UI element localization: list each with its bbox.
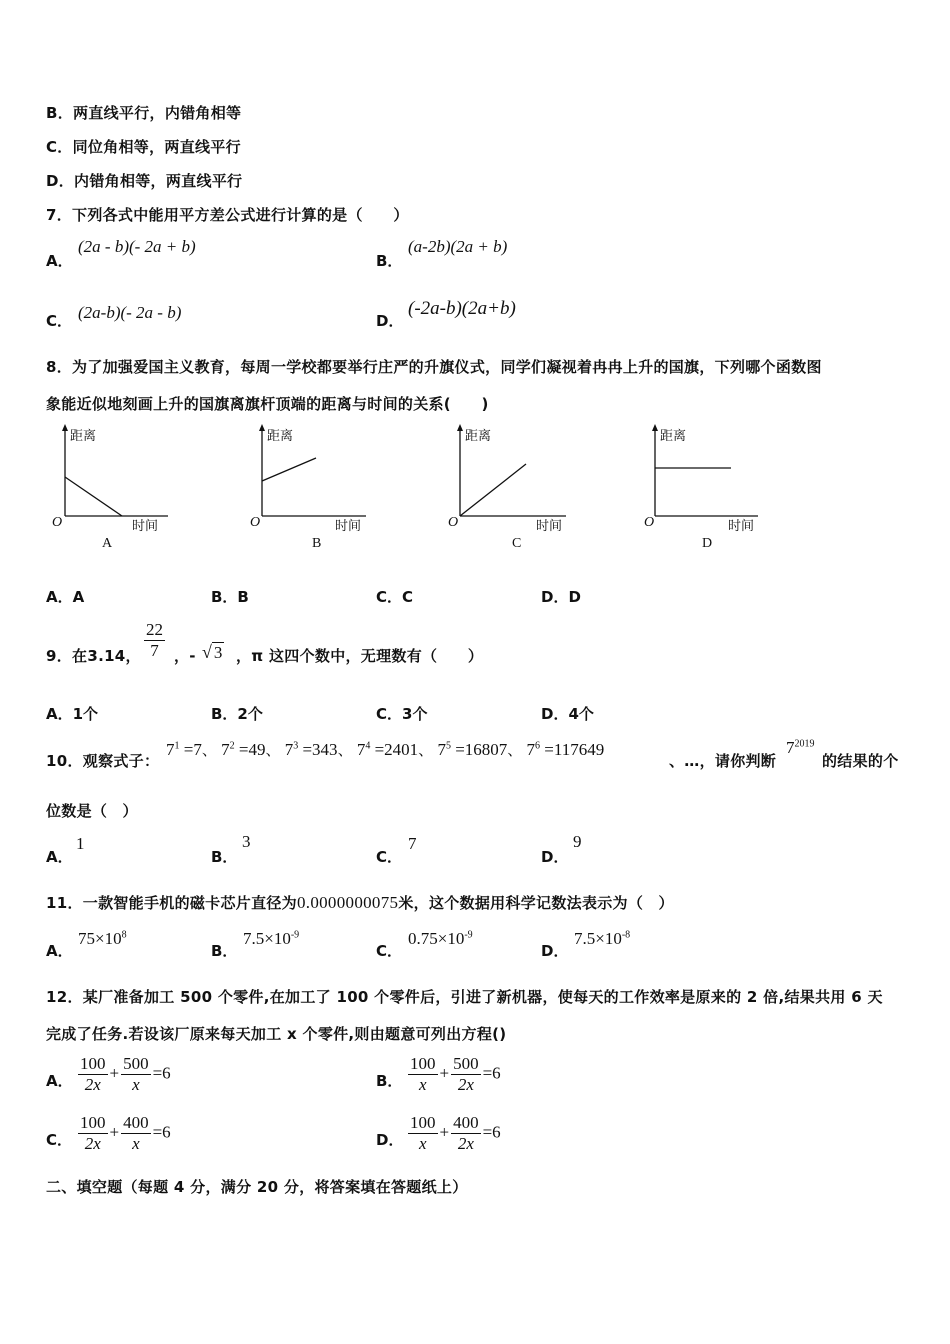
q7-option-b-expr: (a-2b)(2a + b) <box>408 237 508 256</box>
q7-option-d-expr: (-2a-b)(2a+b) <box>408 298 516 319</box>
graph-d-xlabel: 时间 <box>728 519 755 534</box>
q10-term-4: $7^4 =2401$ <box>356 740 419 759</box>
q12-stem-line1: 12．某厂准备加工 500 个零件,在加工了 100 个零件后，引进了新机器，使每天的工作效率是原来的 2 倍,结果共用 6 天 <box>46 988 883 1006</box>
graph-c-line <box>460 464 526 516</box>
section-2-heading: 二、填空题（每题 4 分，满分 20 分，将答案填在答题纸上） <box>46 1178 468 1196</box>
q12-option-d-equation: $\frac{100}{x}$ + $\frac{400}{2x}$ =6 <box>410 1113 501 1153</box>
q8-option-b: B．B <box>211 588 249 606</box>
graph-c-origin: O <box>448 515 459 530</box>
graph-a-ylabel: 距离 <box>70 429 97 444</box>
q9-mid: ，- <box>174 647 196 665</box>
q9-option-a: A．1个 <box>46 705 99 723</box>
q11-stem <box>46 892 674 913</box>
q9-suffix: ，π 这四个数中，无理数有（ ） <box>236 647 484 665</box>
q12-option-d-label: D． <box>376 1131 404 1149</box>
q12-option-b-label: B． <box>376 1072 403 1090</box>
q11-option-a-label: A． <box>46 942 73 960</box>
q11-option-c-label: C． <box>376 942 403 960</box>
q7-option-c-expr: (2a-b)(- 2a - b) <box>78 303 182 322</box>
q10-option-b-label: B． <box>211 848 238 866</box>
q12-option-a-equation: $\frac{100}{2x}$ + $\frac{500}{x}$ =6 <box>80 1054 171 1094</box>
graph-a-line <box>65 477 122 516</box>
graph-d-caption: D <box>702 536 713 551</box>
q8-option-d: D．D <box>541 588 581 606</box>
q10-option-a-value: 1 <box>76 834 85 853</box>
q10-ellipsis: 、…，请你判断 <box>669 752 777 770</box>
q7-option-a-label: A． <box>46 252 73 270</box>
graph-b-caption: B <box>312 536 322 551</box>
q11-option-d-label: D． <box>541 942 569 960</box>
graph-b-xlabel: 时间 <box>335 519 362 534</box>
graph-b-ylabel: 距离 <box>267 429 294 444</box>
q8-option-a: A．A <box>46 588 85 606</box>
q9-sqrt: √ 3 <box>202 642 223 662</box>
q9-sqrt-value: 3 <box>213 643 223 662</box>
graph-c-caption: C <box>512 536 522 551</box>
q8-stem-line1: 8．为了加强爱国主义教育，每周一学校都要举行庄严的升旗仪式，同学们凝视着冉冉上升的国旗，下列哪个函数图 <box>46 358 822 376</box>
q11-option-b-label: B． <box>211 942 238 960</box>
graph-a-caption: A <box>102 536 113 551</box>
q12-stem-line2: 完成了任务.若设该厂原来每天加工 x 个零件,则由题意可列出方程() <box>46 1025 507 1043</box>
graph-a-xlabel: 时间 <box>132 519 159 534</box>
q10-term-5: $7^5 =16807$ <box>437 740 508 759</box>
q8-option-c: C．C <box>376 588 414 606</box>
q7-stem: 7．下列各式中能用平方差公式进行计算的是（ ） <box>46 206 409 224</box>
q10-target: $7^{2019}$ <box>786 738 815 757</box>
q10-option-a-label: A． <box>46 848 73 866</box>
graph-b <box>238 420 378 555</box>
q12-option-b-equation: $\frac{100}{x}$ + $\frac{500}{2x}$ =6 <box>410 1054 501 1094</box>
q7-option-a-expr: (2a - b)(- 2a + b) <box>78 237 196 256</box>
q10-term-2: $7^2 =49$ <box>221 740 266 759</box>
q10-option-c-value: 7 <box>408 834 417 853</box>
q10-term-1: $7^1 =7$ <box>166 740 202 759</box>
q9-prefix: 9．在3.14， <box>46 647 141 665</box>
graph-a <box>40 420 180 555</box>
q9-option-b: B．2个 <box>211 705 263 723</box>
graph-d-ylabel: 距离 <box>660 429 687 444</box>
q8-stem-line2: 象能近似地刻画上升的国旗离旗杆顶端的距离与时间的关系( ) <box>46 395 489 413</box>
q9-frac-num: 22 <box>146 620 163 639</box>
graph-d-origin: O <box>644 515 655 530</box>
q12-option-a-label: A． <box>46 1072 73 1090</box>
q10-term-3: $7^3 =343$ <box>284 740 338 759</box>
q10-option-d-value: 9 <box>573 832 582 851</box>
q11-option-c: $0.75\times 10^{-9}$ <box>408 929 473 948</box>
graph-d <box>630 420 770 555</box>
q7-option-b-label: B． <box>376 252 403 270</box>
q9-option-d: D．4个 <box>541 705 594 723</box>
q9-frac-den: 7 <box>150 641 159 660</box>
q10-prefix: 10．观察式子： <box>46 752 160 770</box>
q10-line2: 位数是（ ） <box>46 802 138 820</box>
q10-option-b-value: 3 <box>242 832 251 851</box>
q11-option-b: $7.5\times 10^{-9}$ <box>243 929 300 948</box>
q6-option-d: D．内错角相等，两直线平行 <box>46 172 243 190</box>
q11-option-a: $75\times 10^8$ <box>78 929 127 948</box>
graph-b-line <box>262 458 316 481</box>
q10-option-d-label: D． <box>541 848 569 866</box>
q6-option-c: C．同位角相等，两直线平行 <box>46 138 241 156</box>
q9-fraction <box>142 620 167 661</box>
q9-option-c: C．3个 <box>376 705 428 723</box>
q11-option-d: $7.5\times 10^{-8}$ <box>574 929 631 948</box>
q11-stem-number: 0.0000000075 <box>296 893 399 912</box>
q11-stem-suffix: 米，这个数据用科学记数法表示为（ ） <box>398 894 674 912</box>
q6-option-b: B．两直线平行，内错角相等 <box>46 104 242 122</box>
q7-option-d-label: D． <box>376 312 404 330</box>
q12-option-c-label: C． <box>46 1131 73 1149</box>
q10-terms: $7^1 =7$、 $7^2 =49$、 $7^3 =343$、 $7^4 =2401$、 $7^5 =16807$、 $7^6 =117649$ <box>166 740 605 759</box>
q10-option-c-label: C． <box>376 848 403 866</box>
graph-c-ylabel: 距离 <box>465 429 492 444</box>
graph-a-origin: O <box>52 515 63 530</box>
graph-b-origin: O <box>250 515 261 530</box>
q7-option-c-label: C． <box>46 312 73 330</box>
q10-suffix: 的结果的个 <box>822 752 899 770</box>
q12-option-c-equation: $\frac{100}{2x}$ + $\frac{400}{x}$ =6 <box>80 1113 171 1153</box>
graph-c-xlabel: 时间 <box>536 519 563 534</box>
graph-c <box>436 420 576 555</box>
q10-term-6: $7^6 =117649$ <box>526 740 605 759</box>
q11-stem-prefix: 11．一款智能手机的磁卡芯片直径为 <box>46 894 297 912</box>
